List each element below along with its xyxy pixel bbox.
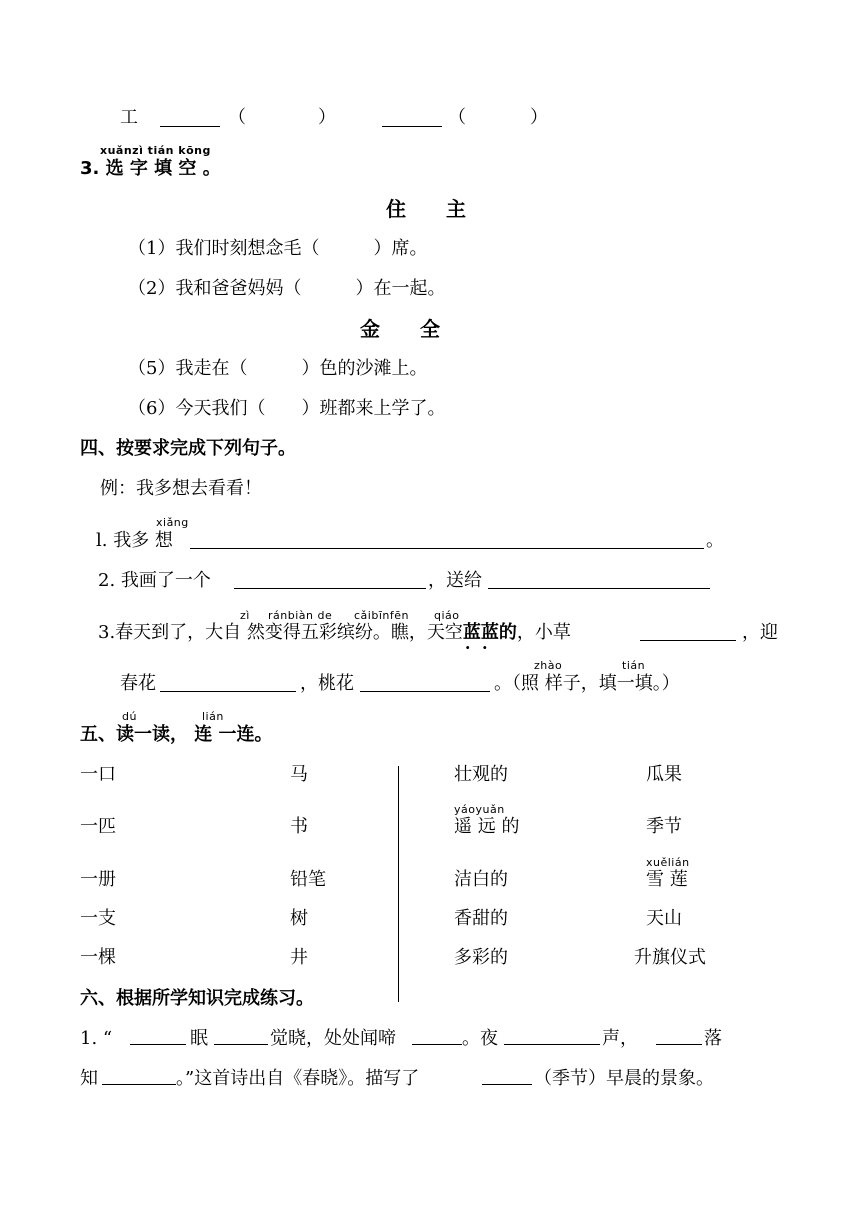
s4-s1-pinyin: xiǎng bbox=[156, 516, 189, 529]
s5-pinyin-1: dú bbox=[122, 710, 137, 723]
s6-l2-b: 。”这首诗出自《春晓》。描写了 bbox=[176, 1068, 420, 1089]
s4-s3-end: ，迎 bbox=[742, 622, 778, 643]
blank-top-1[interactable] bbox=[160, 126, 220, 127]
s5-l2-1: 书 bbox=[290, 816, 308, 837]
s6-l1-d: 。夜 bbox=[462, 1028, 498, 1049]
q3-pinyin: xuǎnzì tián kōng bbox=[100, 144, 211, 157]
s5-r2-0: 瓜果 bbox=[646, 764, 682, 785]
s5-r2-1: 季节 bbox=[646, 816, 682, 837]
s5-l2-3: 树 bbox=[290, 908, 308, 929]
blank-s2-a[interactable] bbox=[234, 588, 426, 589]
s4-s3-pinyin-1: zì bbox=[240, 609, 250, 622]
s5-r1-1: 遥 远 的 bbox=[454, 816, 520, 837]
blank-s3-c[interactable] bbox=[360, 691, 490, 692]
s4-s3-bold: 蓝蓝的 · · bbox=[463, 622, 517, 643]
s6-l1-c: 觉晓，处处闻啼 bbox=[270, 1028, 396, 1049]
s6-l1-b: 眠 bbox=[190, 1028, 208, 1049]
s4-s3b-pinyin-2: tián bbox=[622, 659, 646, 672]
blank-s3-a[interactable] bbox=[640, 640, 736, 641]
s4-s3-pinyin-3: cǎibīnfēn bbox=[354, 609, 409, 622]
s5-l1-0: 一口 bbox=[80, 764, 116, 785]
s5-l2-2: 铅笔 bbox=[290, 869, 326, 890]
s4-s3b-mid: ，桃花 bbox=[300, 673, 354, 694]
q3-item2: （2）我和爸爸妈妈（ ）在一起。 bbox=[128, 278, 446, 299]
s4-s3-line bbox=[98, 622, 571, 644]
q3-group1-chars: 住 主 bbox=[386, 197, 466, 221]
s4-example: 例：我多想去看看！ bbox=[100, 478, 262, 499]
blank-s6-2[interactable] bbox=[214, 1044, 268, 1045]
paren-close-2: ） bbox=[530, 107, 548, 128]
blank-s6-5[interactable] bbox=[656, 1044, 702, 1045]
s5-r1-0: 壮观的 bbox=[454, 764, 508, 785]
s6-l1-e: 声， bbox=[602, 1028, 638, 1049]
s4-s3b-end: 。（照 样子，填一填。） bbox=[494, 673, 680, 694]
blank-s1[interactable] bbox=[190, 548, 704, 549]
paren-open-2: （ bbox=[448, 107, 466, 128]
q3-group2-chars: 金 全 bbox=[360, 317, 440, 341]
s4-title: 四、按要求完成下列句子。 bbox=[80, 438, 296, 459]
s4-s2-mid: ，送给 bbox=[428, 570, 482, 591]
blank-s6-1[interactable] bbox=[130, 1044, 186, 1045]
s4-s3b-text: 春花 bbox=[120, 673, 156, 694]
s5-yaoyuan-pinyin: yáoyuǎn bbox=[454, 803, 505, 816]
s4-s3-pinyin-4: qiáo bbox=[434, 609, 460, 622]
s4-s3-text: 3.春天到了，大自 然变得五彩缤纷。瞧，天空 bbox=[98, 622, 463, 643]
s5-l1-2: 一册 bbox=[80, 869, 116, 890]
s5-l1-1: 一匹 bbox=[80, 816, 116, 837]
blank-s6-3[interactable] bbox=[412, 1044, 462, 1045]
s5-l2-0: 马 bbox=[290, 764, 308, 785]
s6-l2-a: 知 bbox=[80, 1068, 98, 1089]
q3-item5: （5）我走在（ ）色的沙滩上。 bbox=[128, 358, 428, 379]
blank-s3-b[interactable] bbox=[160, 691, 296, 692]
s4-s3-after: ，小草 bbox=[516, 622, 571, 643]
paren-open-1: （ bbox=[228, 107, 246, 128]
s4-s3-pinyin-2: ránbiàn de bbox=[268, 609, 333, 622]
s4-s2-text: 2. 我画了一个 bbox=[98, 570, 211, 591]
blank-top-2[interactable] bbox=[382, 126, 442, 127]
s5-r2-3: 天山 bbox=[646, 908, 682, 929]
s5-r1-4: 多彩的 bbox=[454, 947, 508, 968]
s5-l2-4: 井 bbox=[290, 947, 308, 968]
q3-item1: （1）我们时刻想念毛（ ）席。 bbox=[128, 238, 428, 259]
s5-xuelian-pinyin: xuělián bbox=[646, 856, 690, 869]
top-char: 工 bbox=[120, 107, 138, 128]
s4-s3b-pinyin-1: zhào bbox=[534, 659, 563, 672]
s5-l1-3: 一支 bbox=[80, 908, 116, 929]
s4-s1-end: 。 bbox=[706, 530, 724, 551]
s5-l1-4: 一棵 bbox=[80, 947, 116, 968]
s5-r2-4: 升旗仪式 bbox=[634, 947, 706, 968]
blank-s6-7[interactable] bbox=[482, 1084, 532, 1085]
s5-r1-3: 香甜的 bbox=[454, 908, 508, 929]
s5-title: 五、读一读， 连 一连。 bbox=[80, 724, 273, 745]
s4-s1-text: l. 我多 想 bbox=[96, 530, 173, 551]
s6-l1-a: 1. “ bbox=[80, 1028, 113, 1049]
s6-l1-f: 落 bbox=[704, 1028, 722, 1049]
paren-close-1: ） bbox=[318, 107, 336, 128]
q3-title: 3. 选 字 填 空 。 bbox=[80, 158, 221, 179]
blank-s6-6[interactable] bbox=[102, 1084, 176, 1085]
blank-s6-4[interactable] bbox=[504, 1044, 600, 1045]
blank-s2-b[interactable] bbox=[488, 588, 710, 589]
s6-l2-c: （季节）早晨的景象。 bbox=[534, 1068, 714, 1089]
s5-divider bbox=[398, 766, 399, 1002]
s6-title: 六、根据所学知识完成练习。 bbox=[80, 988, 314, 1009]
q3-item6: （6）今天我们（ ）班都来上学了。 bbox=[128, 398, 446, 419]
s5-r2-2: 雪 莲 bbox=[646, 869, 688, 890]
s5-r1-2: 洁白的 bbox=[454, 869, 508, 890]
s5-pinyin-2: lián bbox=[202, 710, 224, 723]
